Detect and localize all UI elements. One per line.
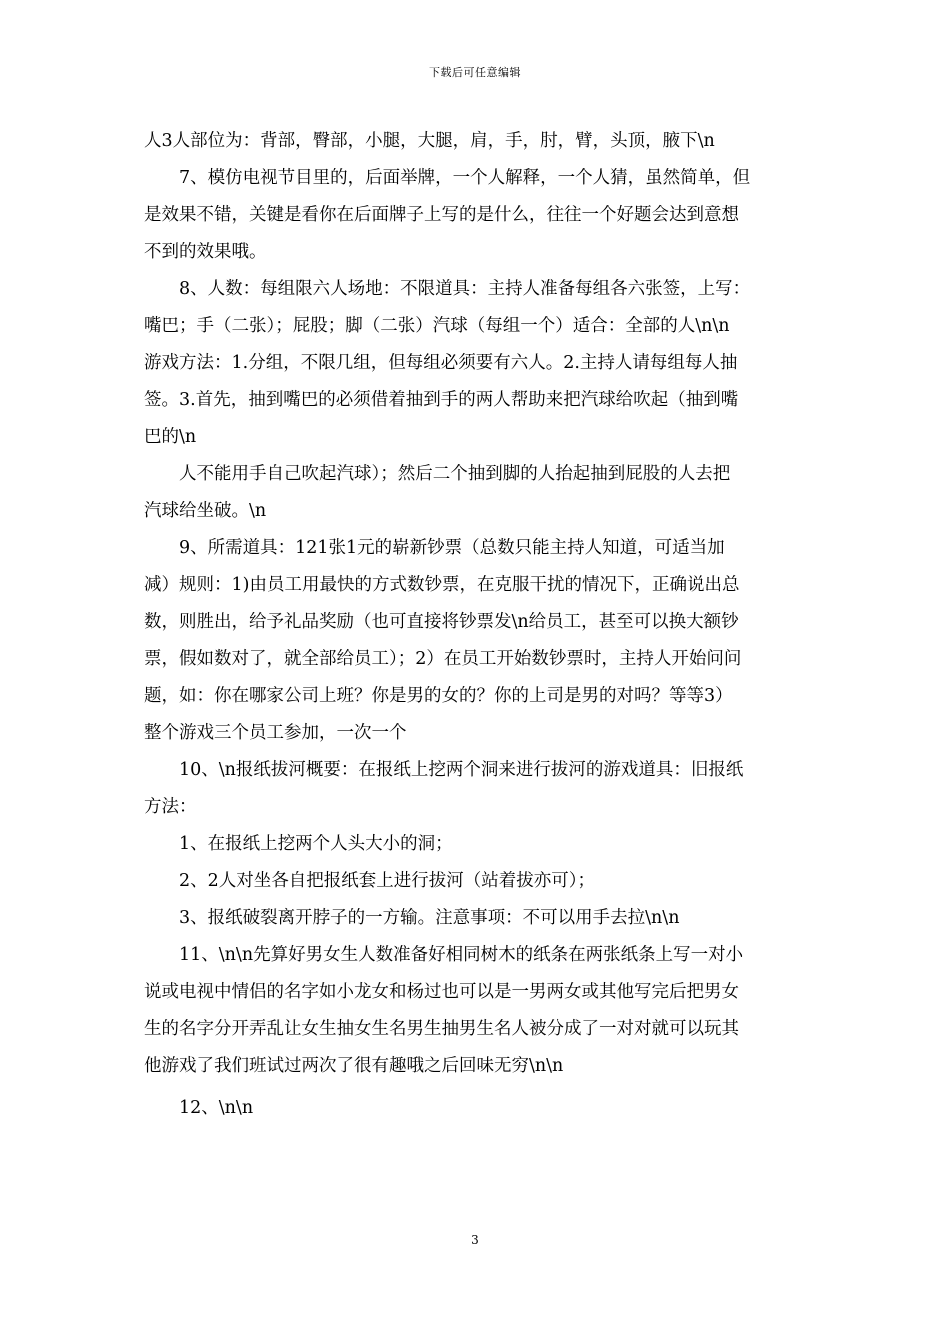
text-line: 1、在报纸上挖两个人头大小的洞； [179,834,453,854]
text-line: 3、报纸破裂离开脖子的一方输。注意事项：不可以用手去拉\n\n [179,908,680,928]
text-line: 11、\n\n先算好男女生人数准备好相同树木的纸条在两张纸条上写一对小 [179,945,744,965]
text-line: 数，则胜出，给予礼品奖励（也可直接将钞票发\n给员工，甚至可以换大额钞 [144,612,739,632]
text-line: 他游戏了我们班试过两次了很有趣哦之后回味无穷\n\n [144,1056,564,1076]
text-line: 人不能用手自己吹起汽球）；然后二个抽到脚的人抬起抽到屁股的人去把 [179,464,731,484]
text-line: 票，假如数对了，就全部给员工）；2）在员工开始数钞票时，主持人开始问问 [144,649,742,669]
text-line: 减）规则：1)由员工用最快的方式数钞票，在克服干扰的情况下，正确说出总 [144,575,740,595]
text-line: 2、2人对坐各自把报纸套上进行拔河（站着拔亦可）； [179,871,596,891]
text-line: 方法： [144,797,197,817]
text-line: 12、\n\n [179,1098,254,1118]
text-line: 生的名字分开弄乱让女生抽女生名男生抽男生名人被分成了一对对就可以玩其 [144,1019,739,1039]
text-line: 7、模仿电视节目里的，后面举牌，一个人解释，一个人猜，虽然简单，但 [179,168,751,188]
page-number: 3 [471,1233,479,1247]
text-line: 嘴巴；手（二张）；屁股；脚（二张）汽球（每组一个）适合：全部的人\n\n [144,316,730,336]
text-line: 8、人数：每组限六人场地：不限道具：主持人准备每组各六张签，上写： [179,279,751,299]
text-line: 题，如：你在哪家公司上班？你是男的女的？你的上司是男的对吗？等等3） [144,686,733,706]
text-line: 签。3.首先，抽到嘴巴的必须借着抽到手的两人帮助来把汽球给吹起（抽到嘴 [144,390,739,410]
text-line: 说或电视中情侣的名字如小龙女和杨过也可以是一男两女或其他写完后把男女 [144,982,739,1002]
text-line: 不到的效果哦。 [144,242,267,262]
text-line: 9、所需道具：121张1元的崭新钞票（总数只能主持人知道，可适当加 [179,538,725,558]
text-line: 游戏方法：1.分组，不限几组，但每组必须要有六人。2.主持人请每组每人抽 [144,353,738,373]
text-line: 整个游戏三个员工参加，一次一个 [144,723,407,743]
text-line: 10、\n报纸拔河概要：在报纸上挖两个洞来进行拔河的游戏道具：旧报纸 [179,760,744,780]
page-header: 下载后可任意编辑 [429,66,521,79]
text-line: 是效果不错，关键是看你在后面牌子上写的是什么，往往一个好题会达到意想 [144,205,739,225]
text-line: 巴的\n [144,427,197,447]
text-line: 汽球给坐破。\n [144,501,267,521]
text-line: 人3人部位为：背部，臀部，小腿，大腿，肩，手，肘，臂，头顶，腋下\n [144,131,715,151]
body-text [144,126,814,1130]
